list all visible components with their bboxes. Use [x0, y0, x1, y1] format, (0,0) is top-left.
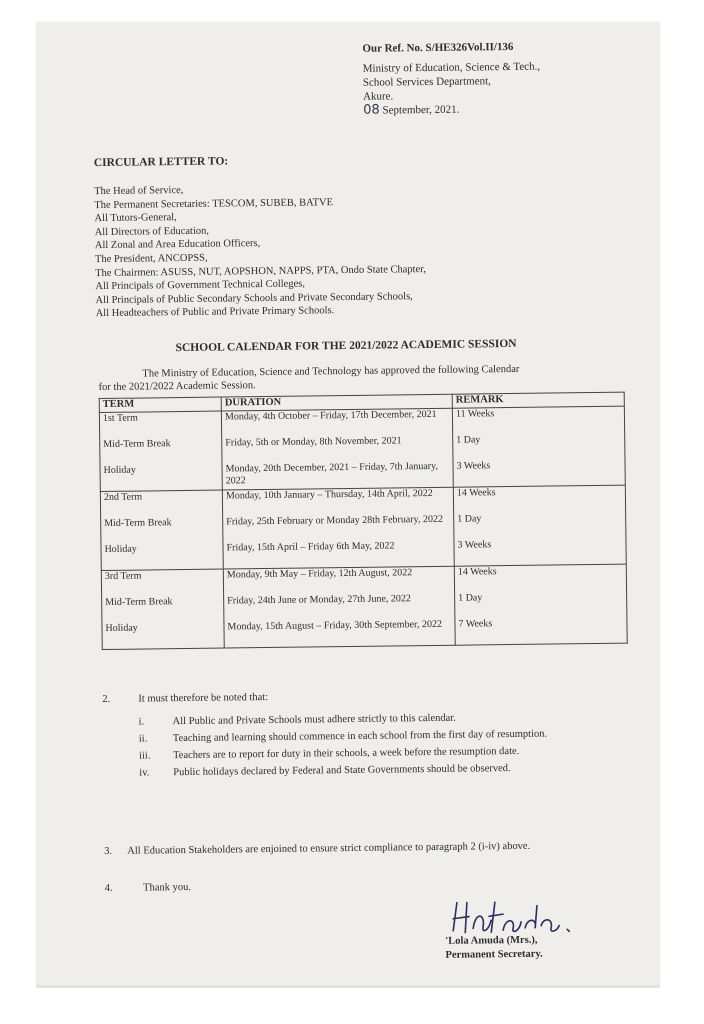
cell-line: Monday, 10th January – Thursday, 14th April, 2022 — [225, 487, 433, 501]
paragraph-text: It must therefore be noted that: — [138, 691, 269, 705]
circular-title: CIRCULAR LETTER TO: — [93, 155, 229, 170]
document-page — [36, 22, 660, 985]
document-content — [30, 18, 666, 989]
recipient-line: All Principals of Government Technical Colleges, — [95, 278, 305, 293]
cell-line: Friday, 5th or Monday, 8th November, 2021 — [225, 434, 402, 448]
calendar-table — [99, 392, 628, 650]
cell-line: Monday, 9th May – Friday, 12th August, 2022 — [226, 566, 413, 580]
cell-line: Mid-Term Break — [103, 437, 171, 450]
reference-number: Our Ref. No. S/HE326Vol.II/136 — [362, 40, 514, 55]
item-text: Public holidays declared by Federal and State Governments should be observed. — [173, 763, 511, 779]
cell-line: 7 Weeks — [458, 617, 493, 630]
paragraph-2 — [102, 686, 642, 706]
duration-column-header: DURATION — [221, 394, 452, 410]
item-numeral: iv. — [139, 767, 150, 779]
cell-line: 14 Weeks — [456, 486, 496, 499]
paragraph-text: Thank you. — [143, 881, 192, 894]
cell-line: Holiday — [105, 622, 138, 634]
notes-list — [103, 709, 644, 780]
remark-column-header: REMARK — [452, 392, 624, 408]
term-cell — [99, 411, 222, 491]
table-row — [99, 406, 625, 491]
duration-cell — [222, 487, 454, 569]
intro-line: The Ministry of Education, Science and Technology has approved the following Calendar — [142, 363, 520, 380]
list-item — [103, 726, 643, 746]
remark-cell — [453, 485, 626, 566]
reference-block — [362, 40, 540, 118]
cell-line: Monday, 15th August – Friday, 30th September, 2022 — [227, 618, 442, 632]
list-item — [103, 743, 643, 763]
recipient-line: The Head of Service, — [94, 184, 184, 198]
cell-line: Mid-Term Break — [104, 516, 172, 529]
notes-section — [102, 686, 643, 784]
cell-line: 1 Day — [457, 512, 482, 525]
cell-line: 3rd Term — [104, 570, 142, 582]
cell-line: Friday, 25th February or Monday 28th February, 2022 — [226, 513, 444, 527]
cell-line: Monday, 4th October – Friday, 17th December, 2021 — [224, 408, 437, 422]
recipient-line: The President, ANCOPSS, — [94, 252, 208, 266]
paper-edge — [36, 985, 660, 988]
paragraph-4 — [105, 882, 191, 894]
cell-line: Friday, 15th April – Friday 6th May, 2022 — [226, 539, 395, 553]
date-month-year: September, 2021. — [382, 103, 460, 117]
term-cell — [101, 569, 224, 649]
ministry-name: Ministry of Education, Science & Tech., — [362, 60, 541, 75]
cell-line: Holiday — [103, 464, 136, 476]
calendar-heading: SCHOOL CALENDAR FOR THE 2021/2022 ACADEMIC SESSION — [175, 337, 517, 355]
term-column-header: TERM — [99, 397, 221, 412]
recipient-line: The Chairmen: ASUSS, NUT, AOPSHON, NAPPS, PTA, Ondo State Chapter, — [95, 263, 426, 279]
item-text: Teachers are to report for duty in their schools, a week before the resumption date. — [173, 745, 520, 762]
cell-line: 1 Day — [458, 591, 483, 604]
item-text: Teaching and learning should commence in each school from the first day of resumption. — [172, 728, 548, 745]
department-name: School Services Department, — [362, 75, 491, 89]
signature-block — [445, 934, 543, 963]
cell-line: 11 Weeks — [455, 407, 495, 420]
recipient-line: All Tutors-General, — [94, 212, 177, 225]
remark-cell — [452, 406, 625, 487]
recipient-line: All Headteachers of Public and Private Primary Schools. — [95, 305, 335, 320]
handwritten-day: 08 — [363, 102, 380, 118]
duration-cell — [221, 408, 453, 490]
cell-line: Monday, 20th December, 2021 – Friday, 7th January, 2022 — [225, 460, 438, 487]
item-numeral: i. — [138, 716, 145, 728]
cell-line: Friday, 24th June or Monday, 27th June, 2022 — [227, 592, 411, 606]
list-item — [103, 709, 643, 729]
paragraph-3 — [104, 839, 624, 858]
recipient-line: All Zonal and Area Education Officers, — [94, 238, 261, 252]
calendar-body — [99, 406, 627, 649]
remark-cell — [454, 564, 627, 645]
paragraph-text: All Education Stakeholders are enjoined to ensure strict compliance to paragraph 2 (i-iv) above. — [127, 840, 531, 857]
term-cell — [100, 490, 223, 570]
item-numeral: ii. — [138, 733, 148, 745]
signatory-title: Permanent Secretary. — [445, 948, 543, 961]
table-row — [101, 564, 627, 649]
recipient-line: The Permanent Secretaries: TESCOM, SUBEB, BATVE — [94, 196, 334, 211]
calendar-intro — [98, 362, 630, 394]
recipient-list — [94, 181, 426, 321]
intro-line: for the 2021/2022 Academic Session. — [98, 380, 256, 394]
item-text: All Public and Private Schools must adhere strictly to this calendar. — [172, 712, 456, 728]
list-item — [103, 760, 643, 780]
cell-line: 14 Weeks — [457, 565, 497, 578]
cell-line: Mid-Term Break — [105, 595, 173, 608]
item-numeral: iii. — [139, 750, 151, 762]
letter-date — [363, 102, 541, 118]
signatory-name: 'Lola Amuda (Mrs.), — [445, 934, 538, 947]
recipient-line: All Directors of Education, — [94, 225, 210, 238]
cell-line: Holiday — [104, 543, 137, 555]
cell-line: 3 Weeks — [457, 538, 492, 551]
paragraph-number: 4. — [104, 882, 113, 895]
cell-line: 1 Day — [456, 433, 481, 446]
cell-line: 1st Term — [102, 412, 138, 424]
city-name: Akure. — [362, 90, 394, 103]
paragraph-number: 2. — [102, 693, 111, 706]
cell-line: 3 Weeks — [456, 459, 491, 472]
table-row — [100, 485, 626, 570]
paragraph-number: 3. — [104, 845, 113, 858]
cell-line: 2nd Term — [103, 491, 143, 503]
duration-cell — [223, 566, 455, 648]
recipient-line: All Principals of Public Secondary Schools and Private Secondary Schools, — [95, 290, 413, 306]
